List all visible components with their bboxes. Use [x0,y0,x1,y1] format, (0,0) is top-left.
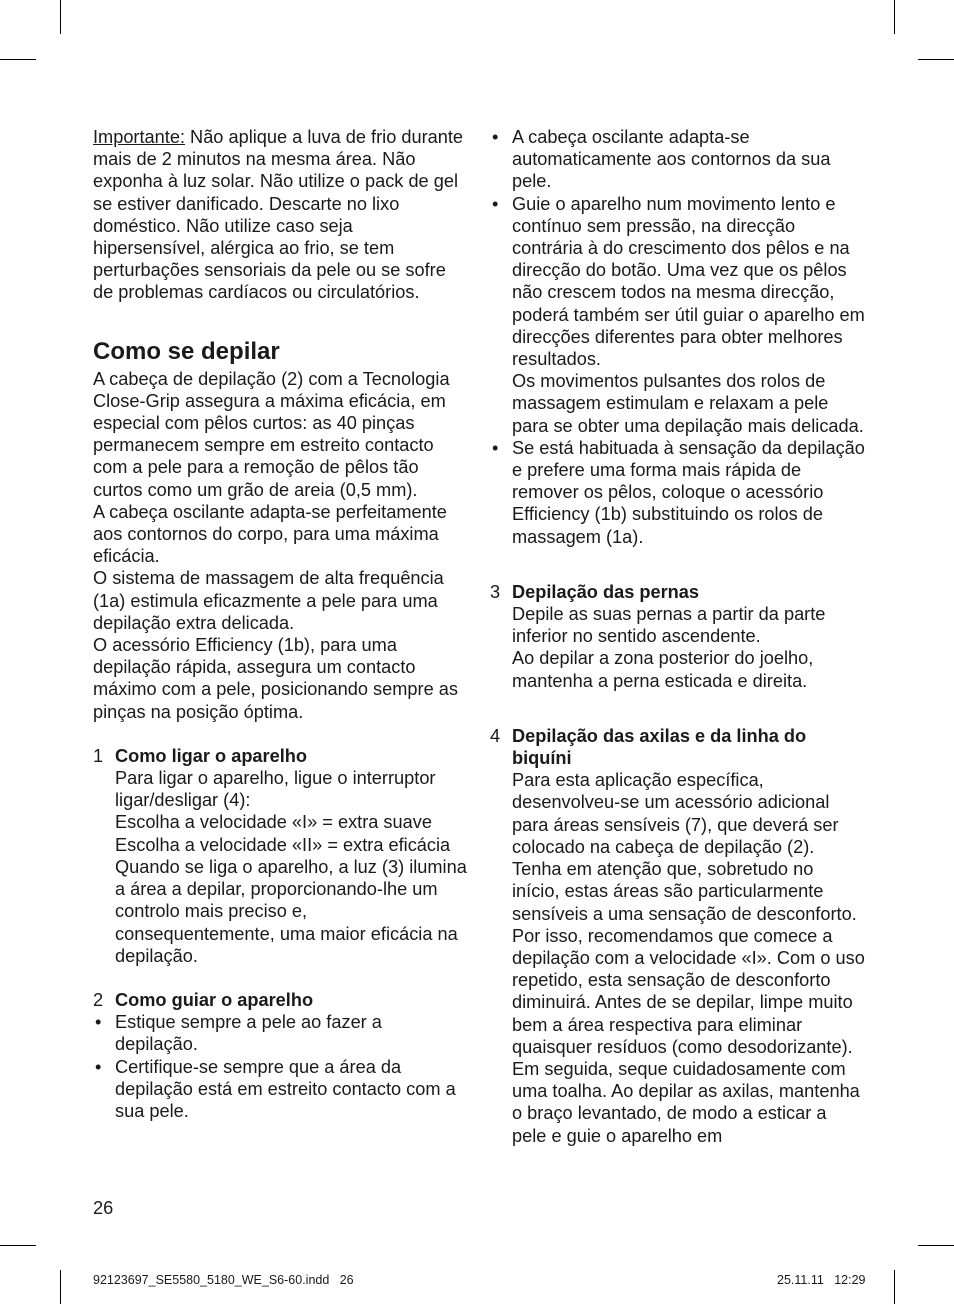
important-text: Não aplique a luva de frio durante mais de 2 minutos na mesma área. Não exponha à luz solar. Não utilize o pack de gel se estiver danificado. Descarte no lixo doméstico. Não utilize caso seja hipersensível, alérgica ao frio, se tem perturbações sensoriais da pele ou se sofre de problemas cardíacos ou circulatórios. [93,127,464,303]
crop-mark [894,1270,895,1304]
step-3 [490,581,865,692]
step-text: Escolha a velocidade «II» = extra eficácia [115,834,451,855]
page-number: 26 [93,1198,114,1218]
step-title: Como guiar o aparelho [115,989,314,1010]
footer-date: 25.11.11 12:29 [777,1273,866,1287]
important-note [93,126,468,304]
crop-mark [0,1245,36,1246]
crop-mark [60,1270,61,1304]
intro-paragraph: A cabeça de depilação (2) com a Tecnologia Close-Grip assegura a máxima eficácia, em especial com pêlos curtos: as 40 pinças permanecem sempre em estreito contacto com a pele para a remoção de pêlos tão curtos como um grão de areia (0,5 mm). [93,368,450,500]
crop-mark [60,0,61,34]
step-4 [490,725,865,1147]
intro-paragraph: A cabeça oscilante adapta-se perfeitamente aos contornos do corpo, para uma máxima eficácia. [93,501,447,567]
step-1 [93,745,468,967]
intro-paragraph: O acessório Efficiency (1b), para uma depilação rápida, assegura um contacto máximo com a pele, posicionando sempre as pinças na posição óptima. [93,635,458,722]
step-text: Depile as suas pernas a partir da parte inferior no sentido ascendente. [512,604,826,647]
step-text: Ao depilar a zona posterior do joelho, mantenha a perna esticada e direita. [512,648,814,691]
crop-mark [918,1245,954,1246]
step-title: Depilação das axilas e da linha do biquíni [512,725,807,769]
step-text: Para ligar o aparelho, ligue o interruptor ligar/desligar (4): [115,768,436,811]
step-title: Depilação das pernas [512,581,700,602]
step-text: Para esta aplicação específica, desenvolveu-se um acessório adicional para áreas sensíveis (7), que deverá ser colocado na cabeça de depilação (2). Tenha em atenção que, sobretudo no início, estas áreas são particularmente sensíveis a uma sensação de desconforto. Por isso, recomendamos que comece a depilação com a velocidade «I». Com o uso repetido, esta sensação de desconforto diminuirá. Antes de se depilar, limpe muito bem a área respectiva para eliminar quaisquer resíduos (como desodorizante). Em seguida, seque cuidadosamente com uma toalha. Ao depilar as axilas, mantenha o braço levantado, de modo a esticar a pele e guie o aparelho em [512,770,865,1146]
crop-mark [894,0,895,34]
left-column [93,126,468,1122]
intro-paragraph: O sistema de massagem de alta frequência (1a) estimula eficazmente a pele para uma depilação extra delicada. [93,568,444,633]
list-item: • Estique sempre a pele ao fazer a depilação. [95,1012,382,1055]
step-text: Quando se liga o aparelho, a luz (3) ilumina a área a depilar, proporcionando-lhe um controlo mais preciso e, consequentemente, uma maior eficácia na depilação. [115,856,467,966]
important-label: Importante: [93,127,185,147]
step-2 [93,989,468,1011]
list-item-continuation: Os movimentos pulsantes dos rolos de massagem estimulam e relaxam a pele para se obter uma depilação mais delicada. [512,371,864,436]
step-number: 2 [93,989,104,1010]
step-text: Escolha a velocidade «I» = extra suave [115,812,432,833]
step-number: 1 [93,745,104,766]
step-number: 3 [490,581,501,602]
list-item: • Se está habituada à sensação da depilação e prefere uma forma mais rápida de remover os pêlos, coloque o acessório Efficiency (1b) substituindo os rolos de massagem (1a). [492,437,865,547]
step-title: Como ligar o aparelho [115,745,308,766]
list-item: • Certifique-se sempre que a área da depilação está em estreito contacto com a sua pele. [95,1056,456,1121]
footer-file-info: 92123697_SE5580_5180_WE_S6-60.indd 26 [93,1273,354,1287]
section-heading: Como se depilar [93,337,280,365]
right-column [490,126,865,1147]
list-item: • A cabeça oscilante adapta-se automaticamente aos contornos da sua pele. [492,127,831,192]
list-item: • Guie o aparelho num movimento lento e contínuo sem pressão, na direcção contrária à do crescimento dos pêlos e na direcção do botão. Uma vez que os pêlos não crescem todos na mesma direcção, poderá também ser útil guiar o aparelho em direcções diferentes para obter melhores resultados. Os movimentos pulsantes dos rolos de massagem estimulam e relaxam a pele para se obter uma depilação mais delicada. [492,193,865,436]
step-number: 4 [490,725,501,746]
crop-mark [0,59,36,60]
crop-mark [918,59,954,60]
